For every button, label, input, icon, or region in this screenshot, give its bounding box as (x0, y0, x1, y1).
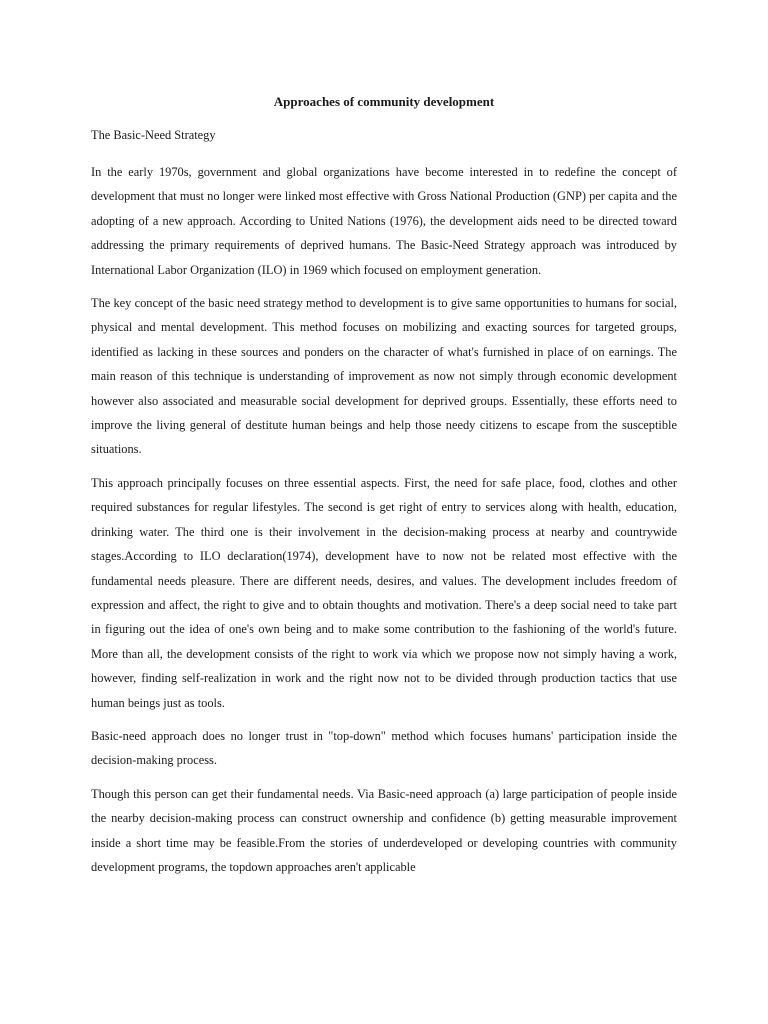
paragraph-4: Basic-need approach does no longer trust in "top-down" method which focuses humans' participation inside the decision-making process. (91, 728, 677, 768)
document-title: Approaches of community development (273, 94, 495, 109)
paragraph-5: Though this person can get their fundamental needs. Via Basic-need approach (a) large participation of people inside the nearby decision-making process can construct ownership and confidence (b) getting measurable improvement inside a short time may be feasible.From the stories of underdeveloped or developing countries with community development programs, the topdown approaches aren't applicable (91, 786, 677, 874)
paragraph-2: The key concept of the basic need strategy method to development is to give same opportunities to humans for social, physical and mental development. This method focuses on mobilizing and exacting sources for targeted groups, identified as lacking in these sources and ponders on the character of what's furnished in place of on earnings. The main reason of this technique is understanding of improvement as now not simply through economic development however also associated and measurable social development for deprived groups. Essentially, these efforts need to improve the living general of destitute human beings and help those needy citizens to escape from the susceptible situations. (91, 296, 677, 457)
document-body (91, 92, 677, 888)
section-heading: The Basic-Need Strategy (91, 128, 216, 142)
paragraph-3: This approach principally focuses on three essential aspects. First, the need for safe place, food, clothes and other required substances for regular lifestyles. The second is get right of entry to services along with health, education, drinking water. The third one is their involvement in the decision-making process at nearby and countrywide stages.According to ILO declaration(1974), development have to now not be related most effective with the fundamental needs pleasure. There are different needs, desires, and values. The development includes freedom of expression and affect, the right to give and to obtain thoughts and motivation. There's a deep social need to take part in figuring out the idea of one's own being and to make some contribution to the fashioning of the world's future. More than all, the development consists of the right to work via which we propose now not simply having a work, however, finding self-realization in work and the right now not to be divided through production tactics that use human beings just as tools. (91, 475, 677, 710)
paragraph-1: In the early 1970s, government and global organizations have become interested in to redefine the concept of development that must no longer were linked most effective with Gross National Production (GNP) per capita and the adopting of a new approach. According to United Nations (1976), the development aids need to be directed toward addressing the primary requirements of deprived humans. The Basic-Need Strategy approach was introduced by International Labor Organization (ILO) in 1969 which focused on employment generation. (91, 165, 677, 277)
